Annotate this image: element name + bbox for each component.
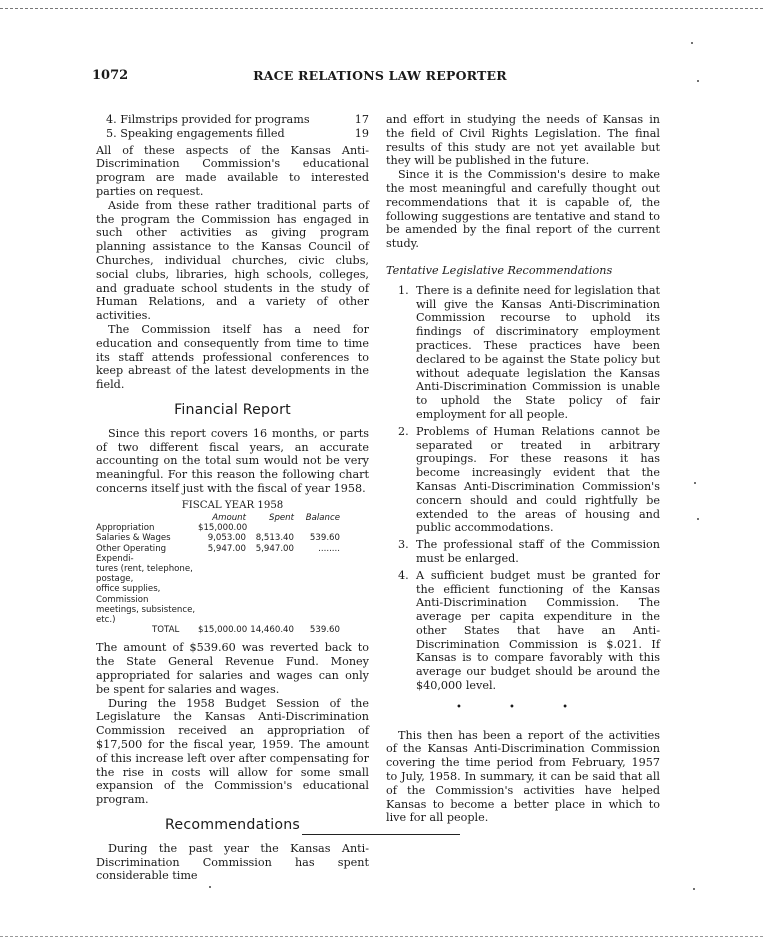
table-cell: ........ (318, 543, 340, 554)
table-cell: $15,000.00 (198, 523, 248, 534)
table-cell: office supplies, Commission (96, 584, 161, 605)
table-cell: 8,513.40 (255, 533, 294, 544)
paragraph: All of these aspects of the Kansas Anti-Discrimination Commission's educational program are made available to interested parties on request. (96, 143, 369, 198)
section-separator: • • • (455, 701, 591, 713)
scan-speck (691, 42, 693, 44)
tentative-recommendations-subheading: Tentative Legislative Recommendations (386, 263, 613, 277)
table-header-cell: Amount (212, 512, 246, 523)
paragraph: Since this report covers 16 months, or parts of two different fiscal years, an accurate accounting on the total sum would not be very meaningful. For this reason the following chart concerns itself just with the fiscal of year 1958. (96, 426, 369, 495)
table-cell (246, 564, 294, 584)
list-item-count: 19 (354, 126, 369, 140)
fiscal-table (96, 501, 369, 636)
paragraph: Since it is the Commission's desire to make the most meaningful and carefully thought out recommendations that it is capable of, the following suggestions are tentative and stand to be amended by the final report of the current study. (386, 168, 660, 251)
table-cell (294, 605, 340, 625)
list-item-count: 17 (354, 113, 369, 126)
list-item-text: There is a definite need for legislation that will give the Kansas Anti-Discrimination Commission recourse to uphold its findings of discriminatory employment practices. These practices have been declared to be against the State policy but without adequate legislation the Kansas Anti-Discrimination Commission is unable to uphold the State policy of fair employment for all people. (416, 283, 660, 421)
list-item-label: 4. Filmstrips provided for programs (106, 113, 310, 126)
scan-speck (697, 80, 699, 82)
scan-speck (693, 888, 695, 890)
list-item (386, 425, 660, 535)
table-total-label: TOTAL (152, 625, 180, 636)
paragraph: During the 1958 Budget Session of the Legislature the Kansas Anti-Discrimination Commission received an appropriation of $17,500 for the fiscal year, 1959. The amount of this increase left over after compensating for the rise in costs will allow for some small expansion of the Commission's educational program. (96, 696, 369, 807)
paragraph: Aside from these rather traditional parts of the program the Commission has engaged in such other activities as giving program planning assistance to the Kansas Council of Churches, individual churches, civic clubs, social clubs, libraries, high schools, colleges, and graduate school students in the study of Human Relations, and a variety of other activities. (96, 198, 369, 323)
scan-edge-bottom (0, 936, 763, 937)
table-cell (198, 584, 246, 604)
list-item (386, 569, 660, 693)
list-item-label: 5. Speaking engagements filled (106, 126, 285, 140)
scan-edge-top (0, 8, 763, 9)
list-item-text: A sufficient budget must be granted for the efficient functioning of the Kansas Anti-Discrimination Commission. The average per capita expenditure in the other States that have an Anti-Discrimination Commission is $.021. If Kansas is to compare favorably with this average our budget should be around the $40,000 level. (416, 568, 660, 693)
scan-speck (697, 518, 699, 520)
recommendations-list (386, 284, 660, 693)
table-header-cell: Balance (305, 512, 340, 523)
table-cell: tures (rent, telephone, postage, (96, 563, 193, 585)
table-total-cell: 539.60 (309, 625, 340, 636)
paragraph: This then has been a report of the activities of the Kansas Anti-Discrimination Commission covering the time period from February, 1957 to July, 1958. In summary, it can be said that all of the Commission's activities have helped Kansas to become a better place in which to live for all people. (386, 728, 660, 825)
list-item-text: Problems of Human Relations cannot be separated or treated in arbitrary groupings. For these reasons it has become increasingly evident that the Kansas Anti-Discrimination Commission's concern should and could rightfully be extended to the areas of housing and public accommodations. (416, 424, 660, 535)
left-column (96, 113, 369, 883)
financial-report-heading: Financial Report (174, 401, 291, 418)
footer-rule (302, 834, 460, 835)
table-cell (246, 605, 294, 625)
list-marker: 2. (398, 424, 409, 438)
table-cell (294, 523, 340, 533)
table-cell: Appropriation (96, 523, 155, 534)
table-cell (198, 605, 246, 625)
table-cell: 5,947.00 (207, 543, 246, 554)
table-total-cell: 14,460.40 (250, 625, 294, 636)
table-cell: 9,053.00 (207, 533, 246, 544)
list-marker: 3. (398, 538, 409, 552)
right-column (386, 113, 660, 825)
table-cell (294, 584, 340, 604)
activity-list (96, 113, 369, 141)
table-cell (246, 523, 294, 533)
list-item (106, 127, 369, 141)
list-marker: 4. (398, 568, 409, 582)
table-cell: meetings, subsistence, etc.) (96, 604, 196, 625)
table-cell (294, 564, 340, 584)
scan-speck (694, 482, 696, 484)
paragraph: During the past year the Kansas Anti-Discrimination Commission has spent considerable time (96, 841, 369, 883)
page-number: 1072 (92, 68, 129, 83)
table-cell (246, 584, 294, 604)
list-item (106, 113, 369, 127)
table-cell: 5,947.00 (255, 543, 294, 554)
list-item-text: The professional staff of the Commission must be enlarged. (416, 538, 660, 565)
paragraph: and effort in studying the needs of Kansas in the field of Civil Rights Legislation. The final results of this study are not yet available but they will be published in the future. (386, 113, 660, 168)
table-cell (198, 564, 246, 584)
running-title: RACE RELATIONS LAW REPORTER (253, 68, 507, 83)
list-item (386, 538, 660, 566)
fiscal-table-grid (96, 513, 369, 635)
table-cell: Other Operating Expendi- (96, 543, 167, 564)
table-header-cell (96, 513, 198, 523)
scan-speck (209, 886, 211, 888)
paragraph: The Commission itself has a need for education and consequently from time to time its staff attends professional conferences to keep abreast of the latest developments in the field. (96, 322, 369, 392)
table-header-cell: Spent (268, 512, 294, 523)
table-cell: 539.60 (309, 533, 340, 544)
table-total-cell: $15,000.00 (198, 625, 248, 636)
list-marker: 1. (398, 283, 409, 297)
table-cell: Salaries & Wages (96, 533, 171, 544)
paragraph: The amount of $539.60 was reverted back to the State General Revenue Fund. Money appropriated for salaries and wages can only be spent for salaries and wages. (96, 641, 369, 696)
list-item (386, 284, 660, 422)
fiscal-table-title: FISCAL YEAR 1958 (181, 499, 284, 511)
recommendations-heading: Recommendations (164, 816, 301, 833)
